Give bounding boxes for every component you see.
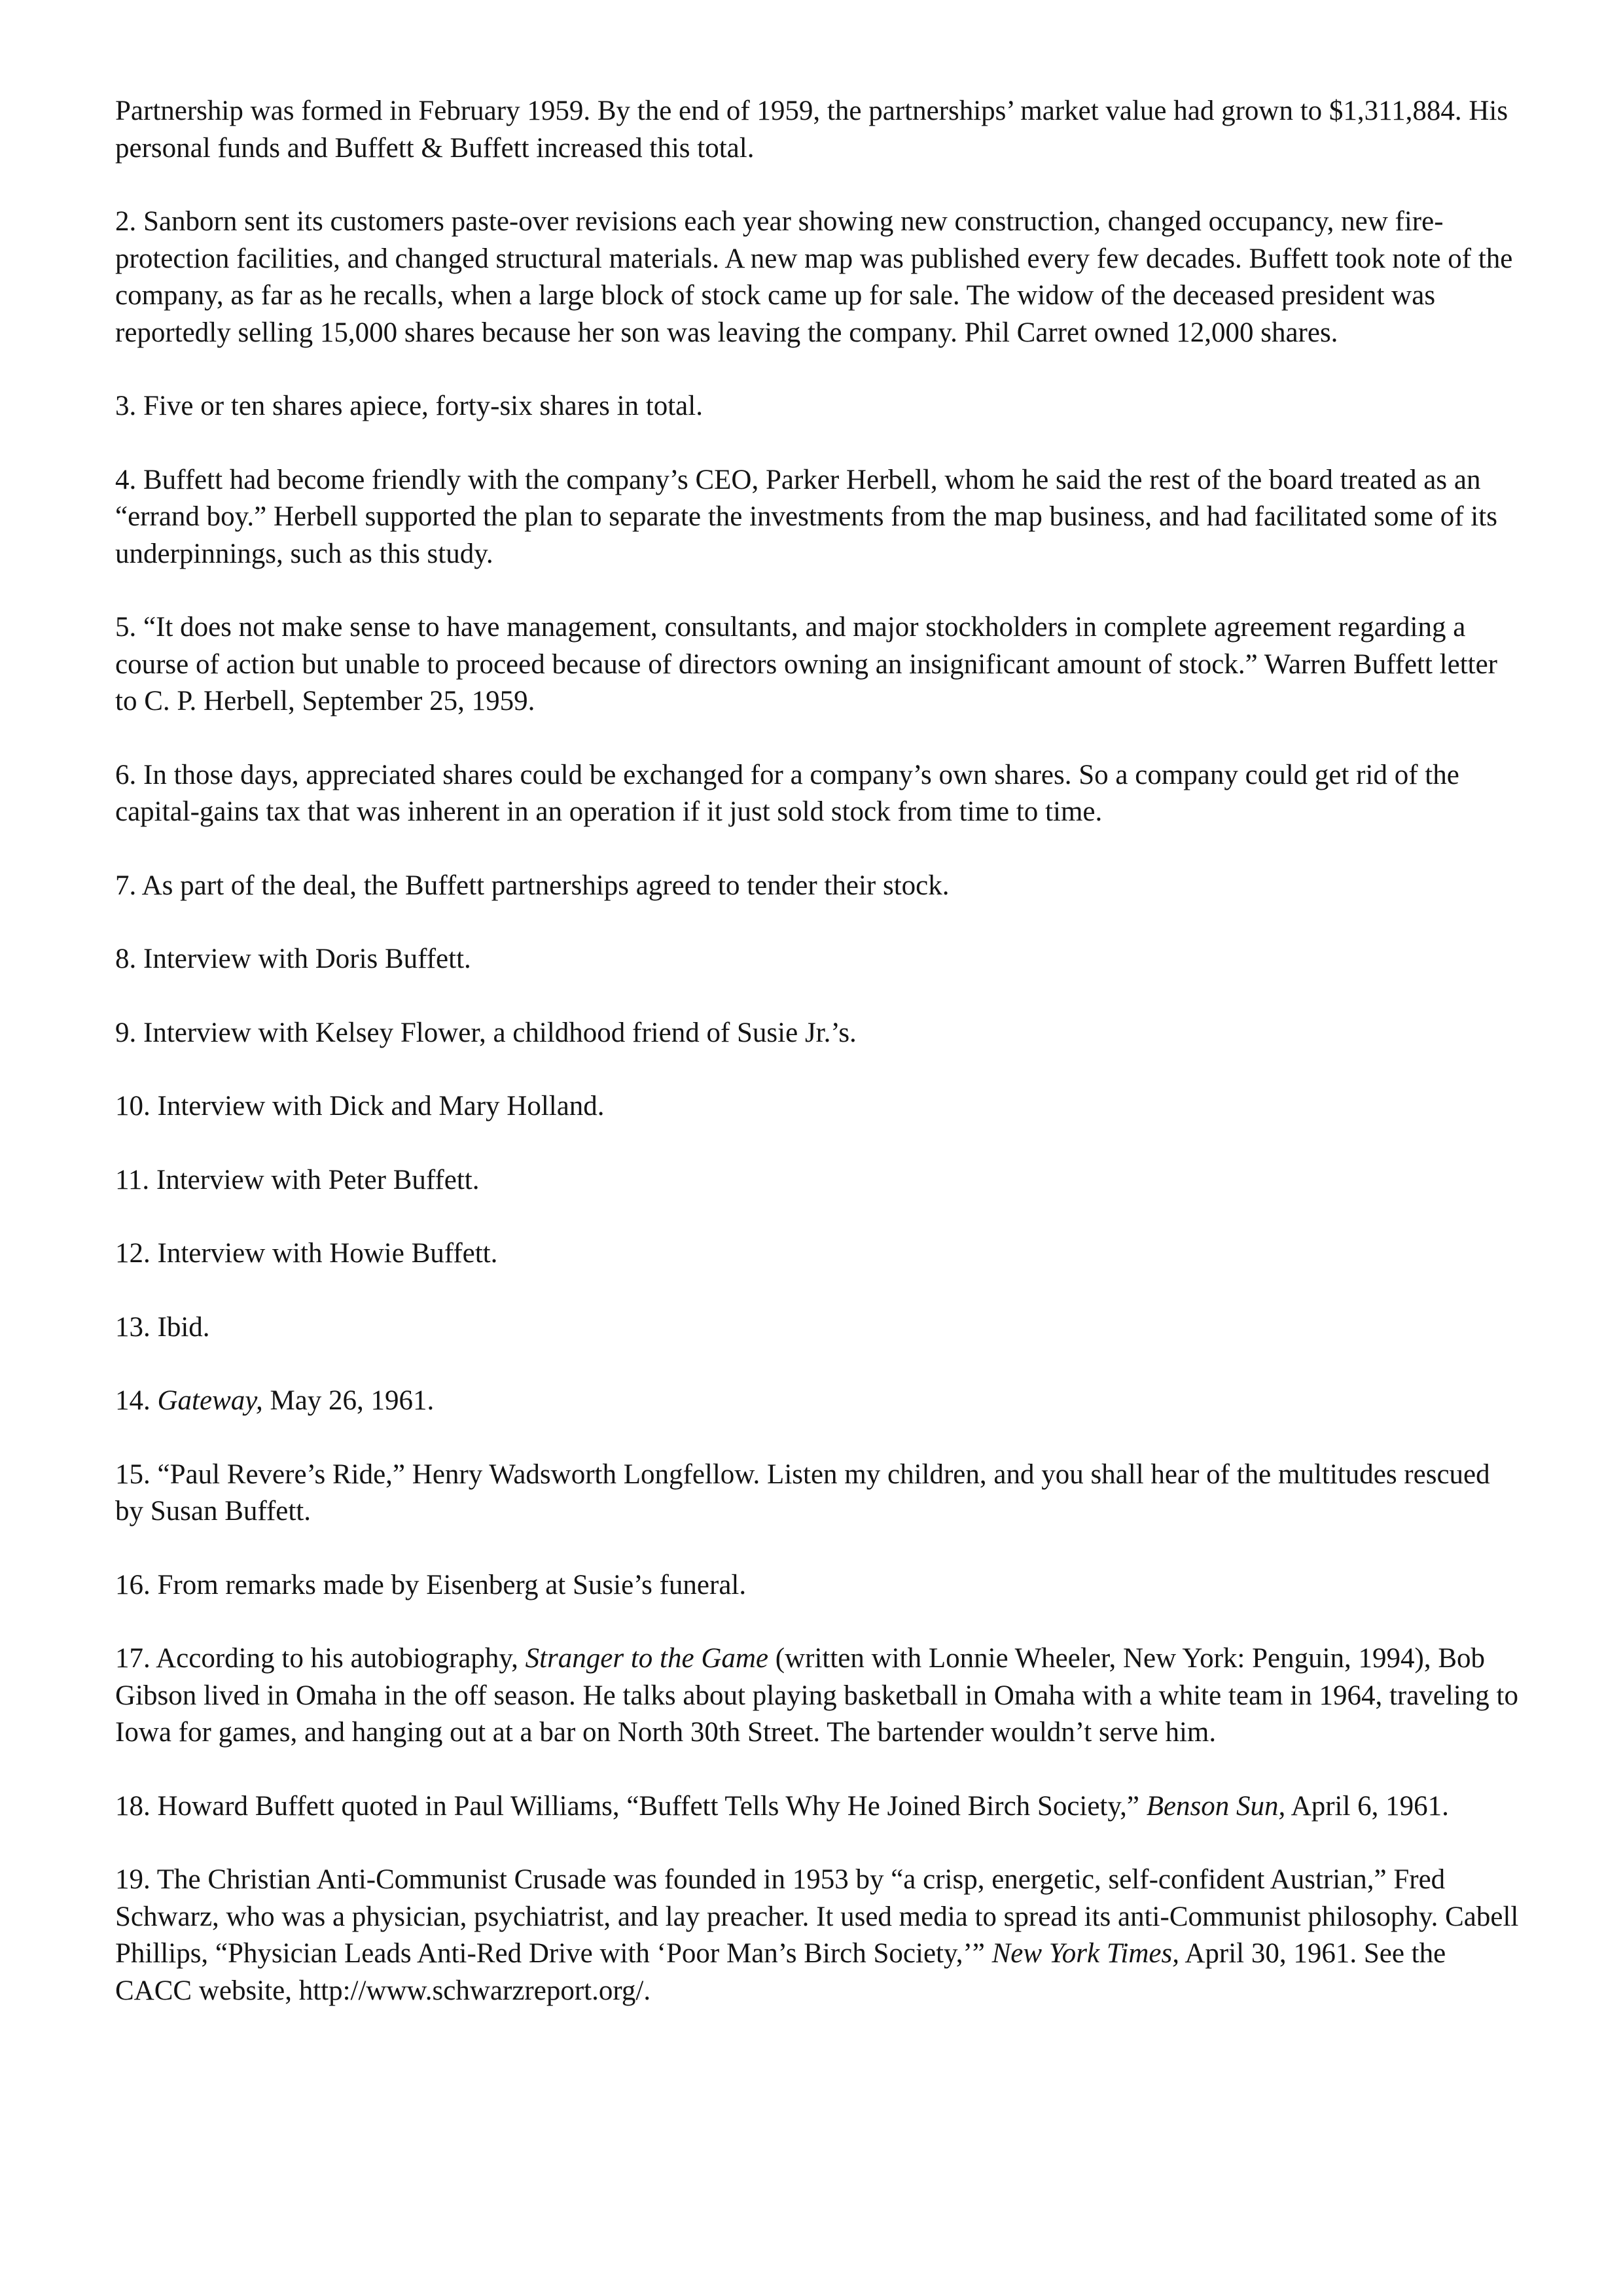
note-16: 16. From remarks made by Eisenberg at Susie’s funeral. bbox=[115, 1569, 747, 1600]
note-9: 9. Interview with Kelsey Flower, a childhood friend of Susie Jr.’s. bbox=[115, 1017, 857, 1048]
note-14 bbox=[115, 1383, 1522, 1420]
note-4: 4. Buffett had become friendly with the company’s CEO, Parker Herbell, whom he said the rest of the board treated as an “errand boy.” Herbell supported the plan to separate the investments from the map business, and had facilitated some of its underpinnings, such as this study. bbox=[115, 464, 1497, 569]
notes-page bbox=[115, 93, 1522, 2046]
note-14-post: May 26, 1961. bbox=[262, 1385, 435, 1416]
note-19-italic: New York Times, bbox=[991, 1938, 1179, 1969]
note-10: 10. Interview with Dick and Mary Holland. bbox=[115, 1091, 605, 1122]
note-19-post: April 30, 1961. See the CACC website, http://www.schwarzreport.org/. bbox=[115, 1938, 1446, 2006]
note-17-italic: Stranger to the Game bbox=[525, 1643, 769, 1674]
note-17 bbox=[115, 1640, 1522, 1752]
note-6: 6. In those days, appreciated shares could be exchanged for a company’s own shares. So a company could get rid of the capital-gains tax that was inherent in an operation if it just sold stock from time to time. bbox=[115, 759, 1459, 827]
note-2: 2. Sanborn sent its customers paste-over revisions each year showing new construction, changed occupancy, new fire-protection facilities, and changed structural materials. A new map was published every few decades. Buffett took note of the company, as far as he recalls, when a large block of stock came up for sale. The widow of the deceased president was reportedly selling 15,000 shares because her son was leaving the company. Phil Carret owned 12,000 shares. bbox=[115, 206, 1513, 348]
note-5: 5. “It does not make sense to have management, consultants, and major stockholders in complete agreement regarding a course of action but unable to proceed because of directors owning an insignificant amount of stock.” Warren Buffett letter to C. P. Herbell, September 25, 1959. bbox=[115, 612, 1497, 716]
note-11: 11. Interview with Peter Buffett. bbox=[115, 1164, 480, 1195]
note-12: 12. Interview with Howie Buffett. bbox=[115, 1238, 498, 1269]
note-18-post: April 6, 1961. bbox=[1285, 1790, 1449, 1822]
note-18-pre: 18. Howard Buffett quoted in Paul Williams, “Buffett Tells Why He Joined Birch Society,” bbox=[115, 1790, 1147, 1822]
note-15: 15. “Paul Revere’s Ride,” Henry Wadsworth Longfellow. Listen my children, and you shall hear of the multitudes rescued by Susan Buffett. bbox=[115, 1458, 1490, 1527]
note-14-pre: 14. bbox=[115, 1385, 158, 1416]
note-8: 8. Interview with Doris Buffett. bbox=[115, 944, 471, 974]
note-14-italic: Gateway, bbox=[157, 1385, 263, 1416]
note-18 bbox=[115, 1788, 1522, 1826]
note-1-continuation: Partnership was formed in February 1959. By the end of 1959, the partnerships’ market value had grown to $1,311,884. His personal funds and Buffett & Buffett increased this total. bbox=[115, 96, 1508, 164]
note-17-pre: 17. According to his autobiography, bbox=[115, 1643, 526, 1674]
note-19 bbox=[115, 1862, 1522, 2009]
note-17-post: (written with Lonnie Wheeler, New York: Penguin, 1994), Bob Gibson lived in Omaha in the off season. He talks about playing basketball in Omaha with a white team in 1964, traveling to Iowa for games, and hanging out at a bar on North 30th Street. The bartender wouldn’t serve him. bbox=[115, 1643, 1518, 1748]
note-13: 13. Ibid. bbox=[115, 1311, 210, 1343]
note-18-italic: Benson Sun, bbox=[1146, 1790, 1286, 1822]
note-19-pre: 19. The Christian Anti-Communist Crusade was founded in 1953 by “a crisp, energetic, self-confident Austrian,” Fred Schwarz, who was a physician, psychiatrist, and lay preacher. It used media to spread its anti-Communist philosophy. Cabell Phillips, “Physician Leads Anti-Red Drive with ‘Poor Man’s Birch Society,’” bbox=[115, 1864, 1519, 1969]
note-7: 7. As part of the deal, the Buffett partnerships agreed to tender their stock. bbox=[115, 870, 950, 901]
note-3: 3. Five or ten shares apiece, forty-six shares in total. bbox=[115, 391, 703, 421]
